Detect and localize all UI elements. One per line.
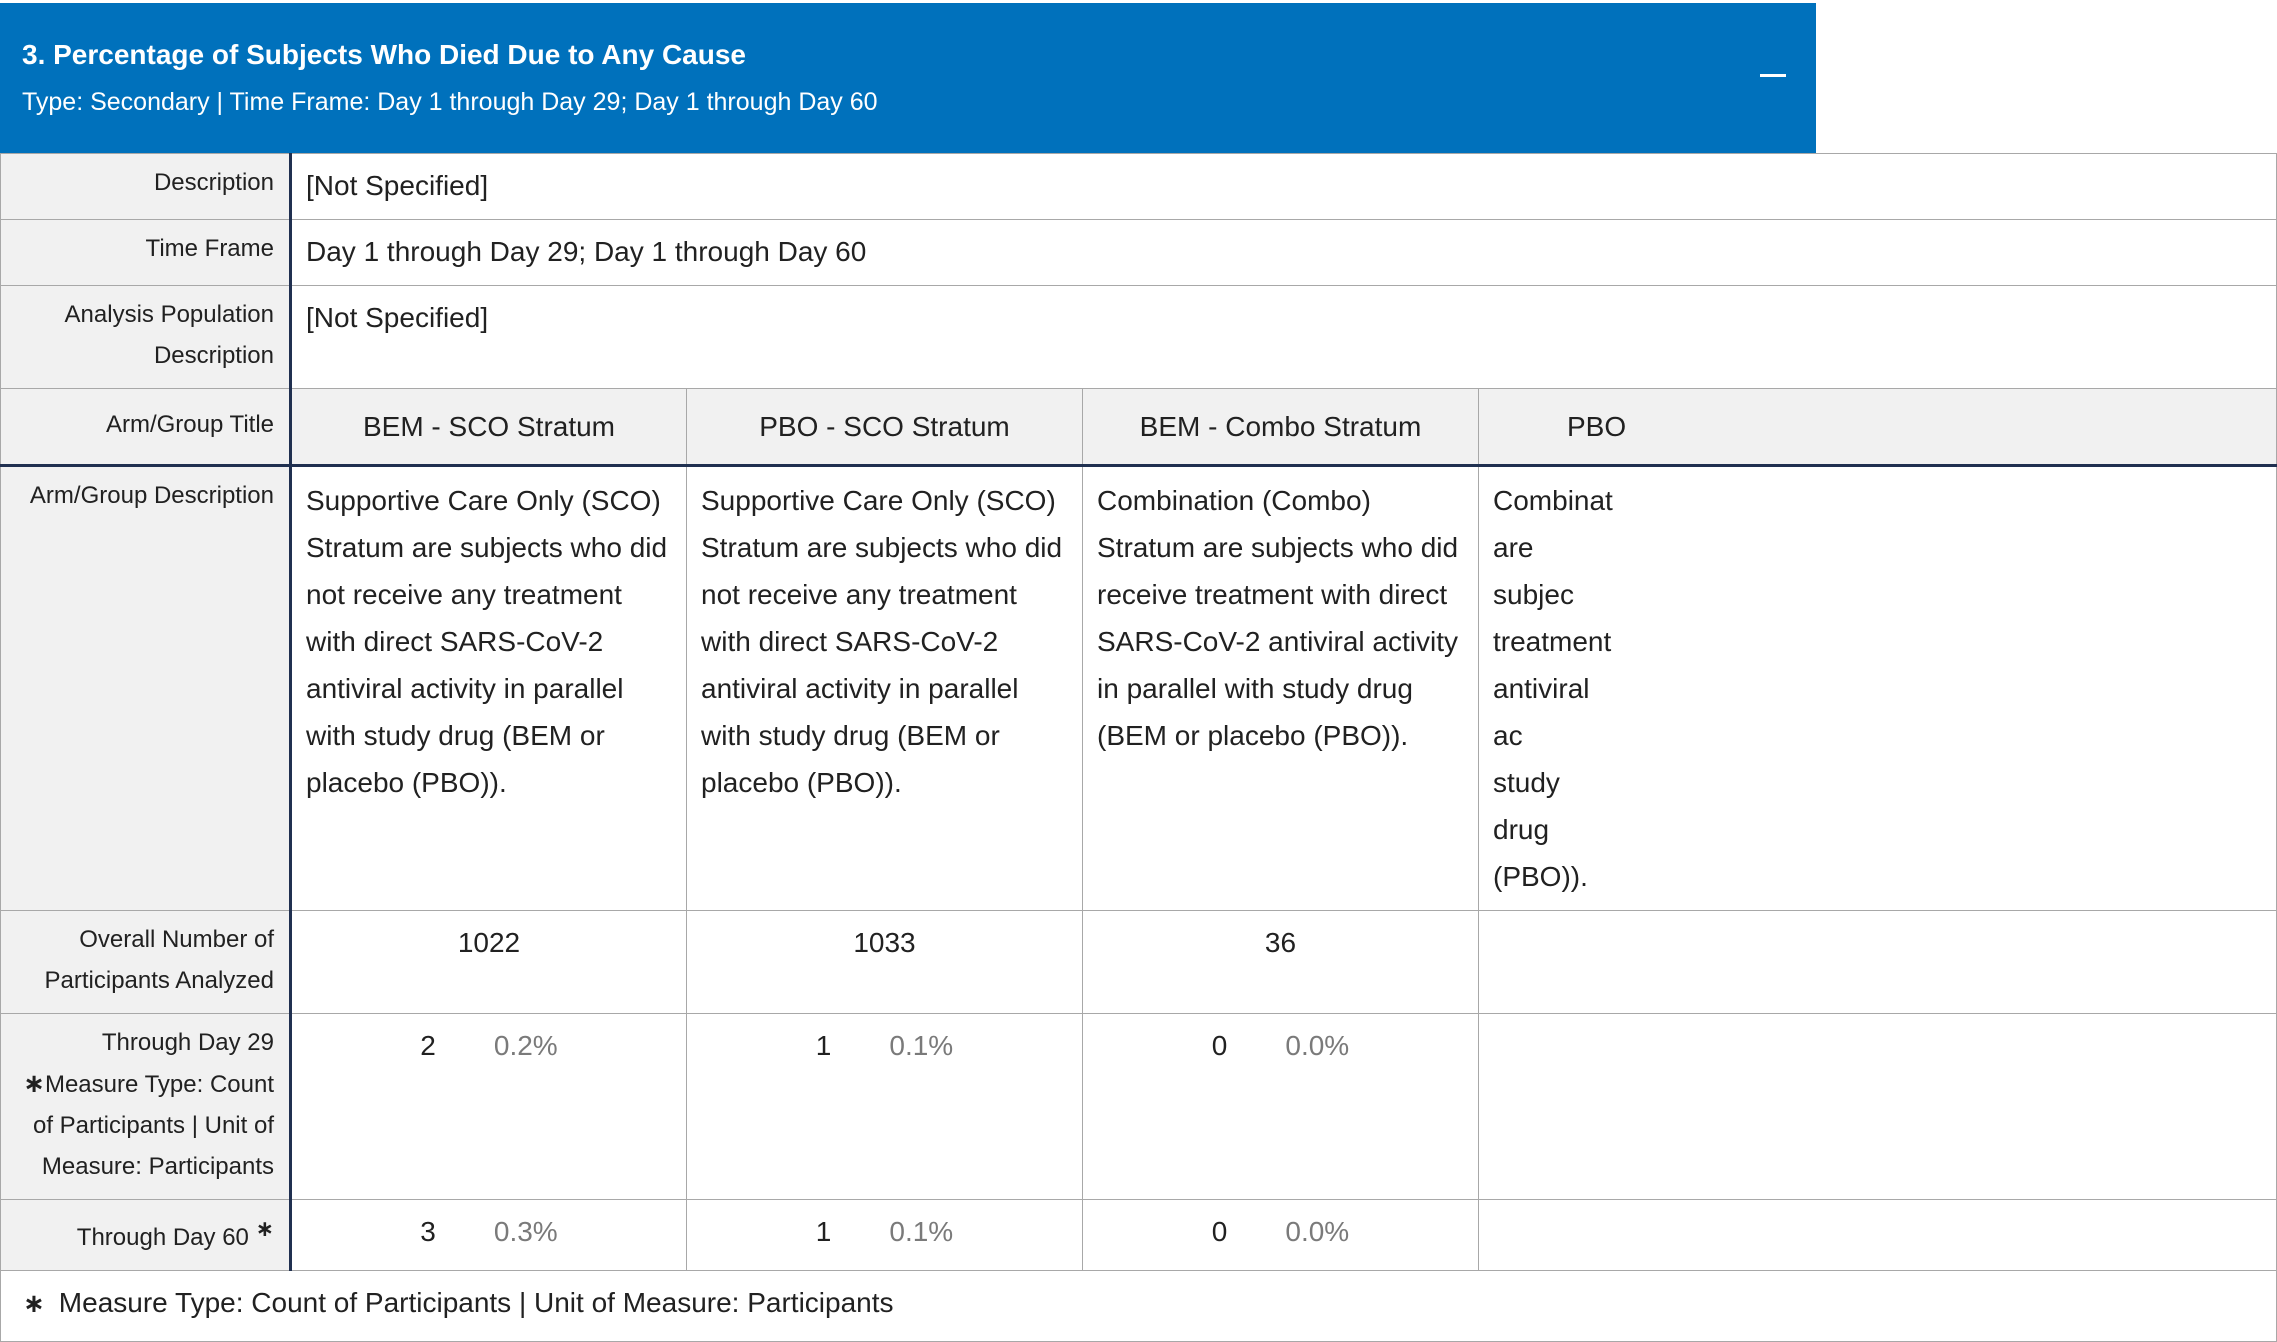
arm-description-pbo-combo: Combinat are subjec treatment antiviral ac study drug (PBO)). bbox=[1479, 466, 2277, 911]
day60-bem-combo bbox=[1083, 1200, 1479, 1271]
arm-description-bem-combo: Combination (Combo) Stratum are subjects who did receive treatment with direct SARS-CoV-2 antiviral activity in parallel with study drug (BEM or placebo (PBO)). bbox=[1083, 466, 1479, 911]
arm-title-bem-sco: BEM - SCO Stratum bbox=[291, 389, 687, 466]
percent-value: 0.0% bbox=[1285, 1030, 1350, 1061]
arm-description-bem-sco: Supportive Care Only (SCO) Stratum are subjects who did not receive any treatment with direct SARS-CoV-2 antiviral activity in parallel with study drug (BEM or placebo (PBO)). bbox=[291, 466, 687, 911]
arm-title-bem-combo: BEM - Combo Stratum bbox=[1083, 389, 1479, 466]
day60-row bbox=[1, 1200, 2277, 1271]
day29-pbo-combo bbox=[1479, 1014, 2277, 1200]
arm-title-pbo-combo: PBO bbox=[1479, 389, 2277, 466]
arm-description-pbo-sco: Supportive Care Only (SCO) Stratum are subjects who did not receive any treatment with direct SARS-CoV-2 antiviral activity in parallel with study drug (BEM or placebo (PBO)). bbox=[687, 466, 1083, 911]
outcome-table-wrap[interactable] bbox=[0, 153, 1816, 1342]
percent-value: 0.1% bbox=[889, 1216, 954, 1247]
day29-label: Through Day 29 bbox=[101, 1029, 274, 1056]
day60-pbo-combo bbox=[1479, 1200, 2277, 1271]
overall-pbo-combo bbox=[1479, 911, 2277, 1014]
analysis-population-row bbox=[1, 286, 2277, 389]
row-label-day60 bbox=[1, 1200, 291, 1271]
count-value: 1 bbox=[815, 1030, 832, 1061]
outcome-header[interactable] bbox=[0, 3, 1816, 153]
count-value: 0 bbox=[1211, 1030, 1228, 1061]
arm-title-row bbox=[1, 389, 2277, 466]
percent-value: 0.0% bbox=[1285, 1216, 1350, 1247]
time-frame-value: Day 1 through Day 29; Day 1 through Day 60 bbox=[291, 220, 2277, 286]
row-label-time-frame: Time Frame bbox=[1, 220, 291, 286]
minus-icon bbox=[1760, 74, 1786, 77]
count-value: 0 bbox=[1211, 1216, 1228, 1247]
row-label-description: Description bbox=[1, 154, 291, 220]
overall-participants-row bbox=[1, 911, 2277, 1014]
arm-description-row bbox=[1, 466, 2277, 911]
percent-value: 0.2% bbox=[493, 1030, 558, 1061]
row-label-day29 bbox=[1, 1014, 291, 1200]
row-label-arm-title: Arm/Group Title bbox=[1, 389, 291, 466]
day60-label: Through Day 60 bbox=[76, 1224, 249, 1251]
row-label-overall-participants: Overall Number of Participants Analyzed bbox=[1, 911, 291, 1014]
footnote-row bbox=[1, 1271, 2277, 1342]
time-frame-row bbox=[1, 220, 2277, 286]
percent-value: 0.3% bbox=[493, 1216, 558, 1247]
day29-bem-combo bbox=[1083, 1014, 1479, 1200]
asterisk-icon: ∗ bbox=[23, 1068, 45, 1098]
outcome-subtitle: Type: Secondary | Time Frame: Day 1 through Day 29; Day 1 through Day 60 bbox=[22, 88, 878, 116]
description-row bbox=[1, 154, 2277, 220]
row-label-analysis-population: Analysis Population Description bbox=[1, 286, 291, 389]
arm-title-pbo-sco: PBO - SCO Stratum bbox=[687, 389, 1083, 466]
count-value: 3 bbox=[420, 1216, 436, 1247]
footnote-text: Measure Type: Count of Participants | Unit of Measure: Participants bbox=[58, 1287, 894, 1318]
overall-bem-sco: 1022 bbox=[291, 911, 687, 1014]
asterisk-icon: ∗ bbox=[255, 1216, 274, 1241]
overall-pbo-sco: 1033 bbox=[687, 911, 1083, 1014]
row-label-arm-description: Arm/Group Description bbox=[1, 466, 291, 911]
day60-pbo-sco bbox=[687, 1200, 1083, 1271]
count-value: 2 bbox=[420, 1030, 436, 1061]
percent-value: 0.1% bbox=[889, 1030, 954, 1061]
outcome-table bbox=[0, 153, 2277, 1342]
asterisk-icon: ∗ bbox=[23, 1288, 45, 1318]
day29-row bbox=[1, 1014, 2277, 1200]
analysis-population-value: [Not Specified] bbox=[291, 286, 2277, 389]
collapse-button[interactable] bbox=[1756, 55, 1792, 95]
count-value: 1 bbox=[815, 1216, 832, 1247]
day29-bem-sco bbox=[291, 1014, 687, 1200]
overall-bem-combo: 36 bbox=[1083, 911, 1479, 1014]
day60-bem-sco bbox=[291, 1200, 687, 1271]
footnote bbox=[1, 1271, 2277, 1342]
day29-pbo-sco bbox=[687, 1014, 1083, 1200]
outcome-title: 3. Percentage of Subjects Who Died Due to Any Cause bbox=[22, 39, 746, 70]
day29-sublabel: Measure Type: Count of Participants | Unit of Measure: Participants bbox=[32, 1071, 274, 1180]
description-value: [Not Specified] bbox=[291, 154, 2277, 220]
